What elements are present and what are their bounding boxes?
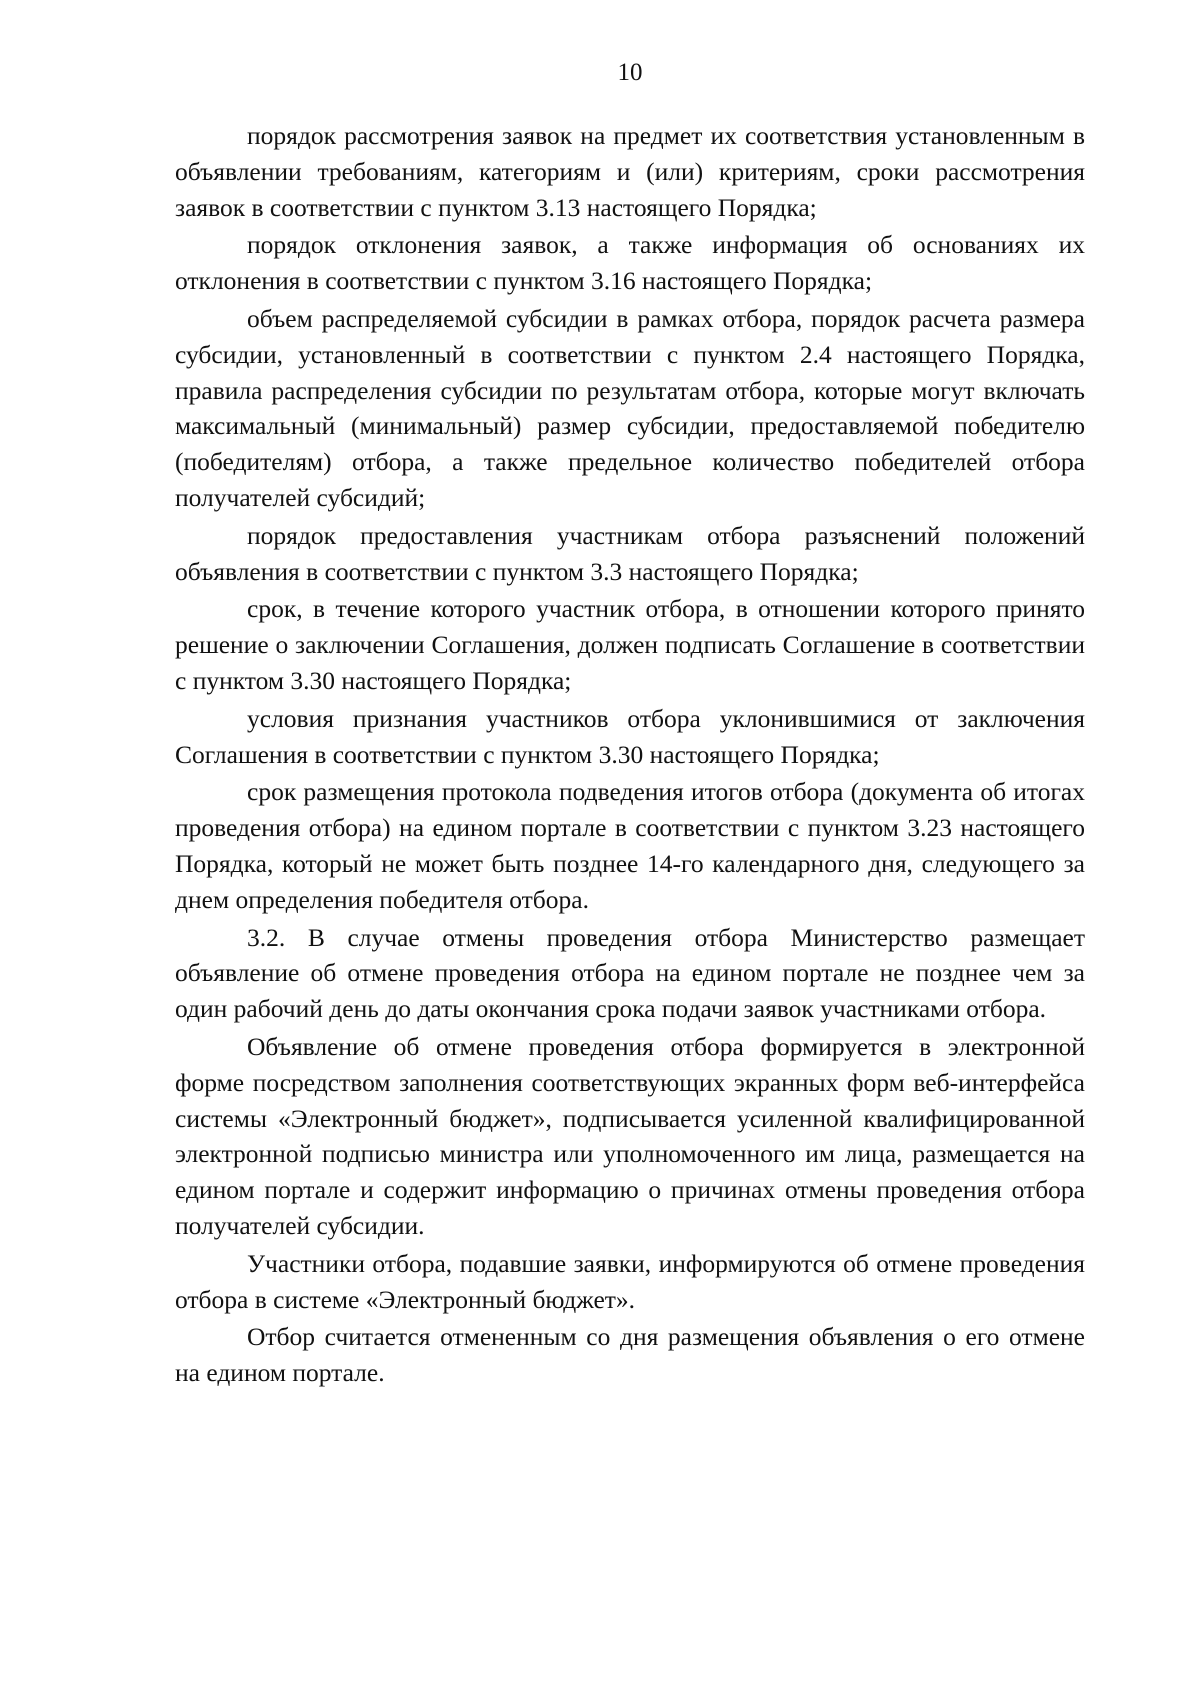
paragraph-participants-informed: Участники отбора, подавшие заявки, информируются об отмене проведения отбора в системе «Электронный бюджет». (175, 1248, 1085, 1314)
page-number: 10 (617, 59, 643, 86)
paragraph-cancellation: 3.2. В случае отмены проведения отбора Министерство размещает объявление об отмене проведения отбора на едином портале не позднее чем за один рабочий день до даты окончания срока подачи заявок участниками отбора. (175, 922, 1085, 1024)
paragraph-evasion-conditions: условия признания участников отбора уклонившимися от заключения Соглашения в соответствии с пунктом 3.30 настоящего Порядка; (175, 703, 1085, 769)
document-body (175, 118, 1085, 1393)
paragraph-subsidy-volume: объем распределяемой субсидии в рамках отбора, порядок расчета размера субсидии, установленный в соответствии с пунктом 2.4 настоящего Порядка, правила распределения субсидии по результатам отбора, которые могут включать максимальный (минимальный) размер субсидии, предоставляемой победителю (победителям) отбора, а также предельное количество победителей отбора получателей субсидий; (175, 303, 1085, 512)
paragraph-rejection-procedure: порядок отклонения заявок, а также информация об основаниях их отклонения в соответствии с пунктом 3.16 настоящего Порядка; (175, 230, 1085, 296)
paragraph-cancellation-effective: Отбор считается отмененным со дня размещения объявления о его отмене на едином портале. (175, 1322, 1085, 1388)
paragraph-protocol-term: срок размещения протокола подведения итогов отбора (документа об итогах проведения отбора) на едином портале в соответствии с пунктом 3.23 настоящего Порядка, который не может быть позднее 14-го календарного дня, следующего за днем определения победителя отбора. (175, 777, 1085, 914)
paragraph-cancellation-notice: Объявление об отмене проведения отбора формируется в электронной форме посредством заполнения соответствующих экранных форм веб-интерфейса системы «Электронный бюджет», подписывается усиленной квалифицированной электронной подписью министра или уполномоченного им лица, размещается на едином портале и содержит информацию о причинах отмены проведения отбора получателей субсидии. (175, 1031, 1085, 1240)
paragraph-signing-term: срок, в течение которого участник отбора, в отношении которого принято решение о заключении Соглашения, должен подписать Соглашение в соответствии с пунктом 3.30 настоящего Порядка; (175, 594, 1085, 695)
paragraph-clarifications: порядок предоставления участникам отбора разъяснений положений объявления в соответствии с пунктом 3.3 настоящего Порядка; (175, 520, 1085, 586)
paragraph-review-procedure: порядок рассмотрения заявок на предмет их соответствия установленным в объявлении требованиям, категориям и (или) критериям, сроки рассмотрения заявок в соответствии с пунктом 3.13 настоящего Порядка; (175, 121, 1085, 222)
